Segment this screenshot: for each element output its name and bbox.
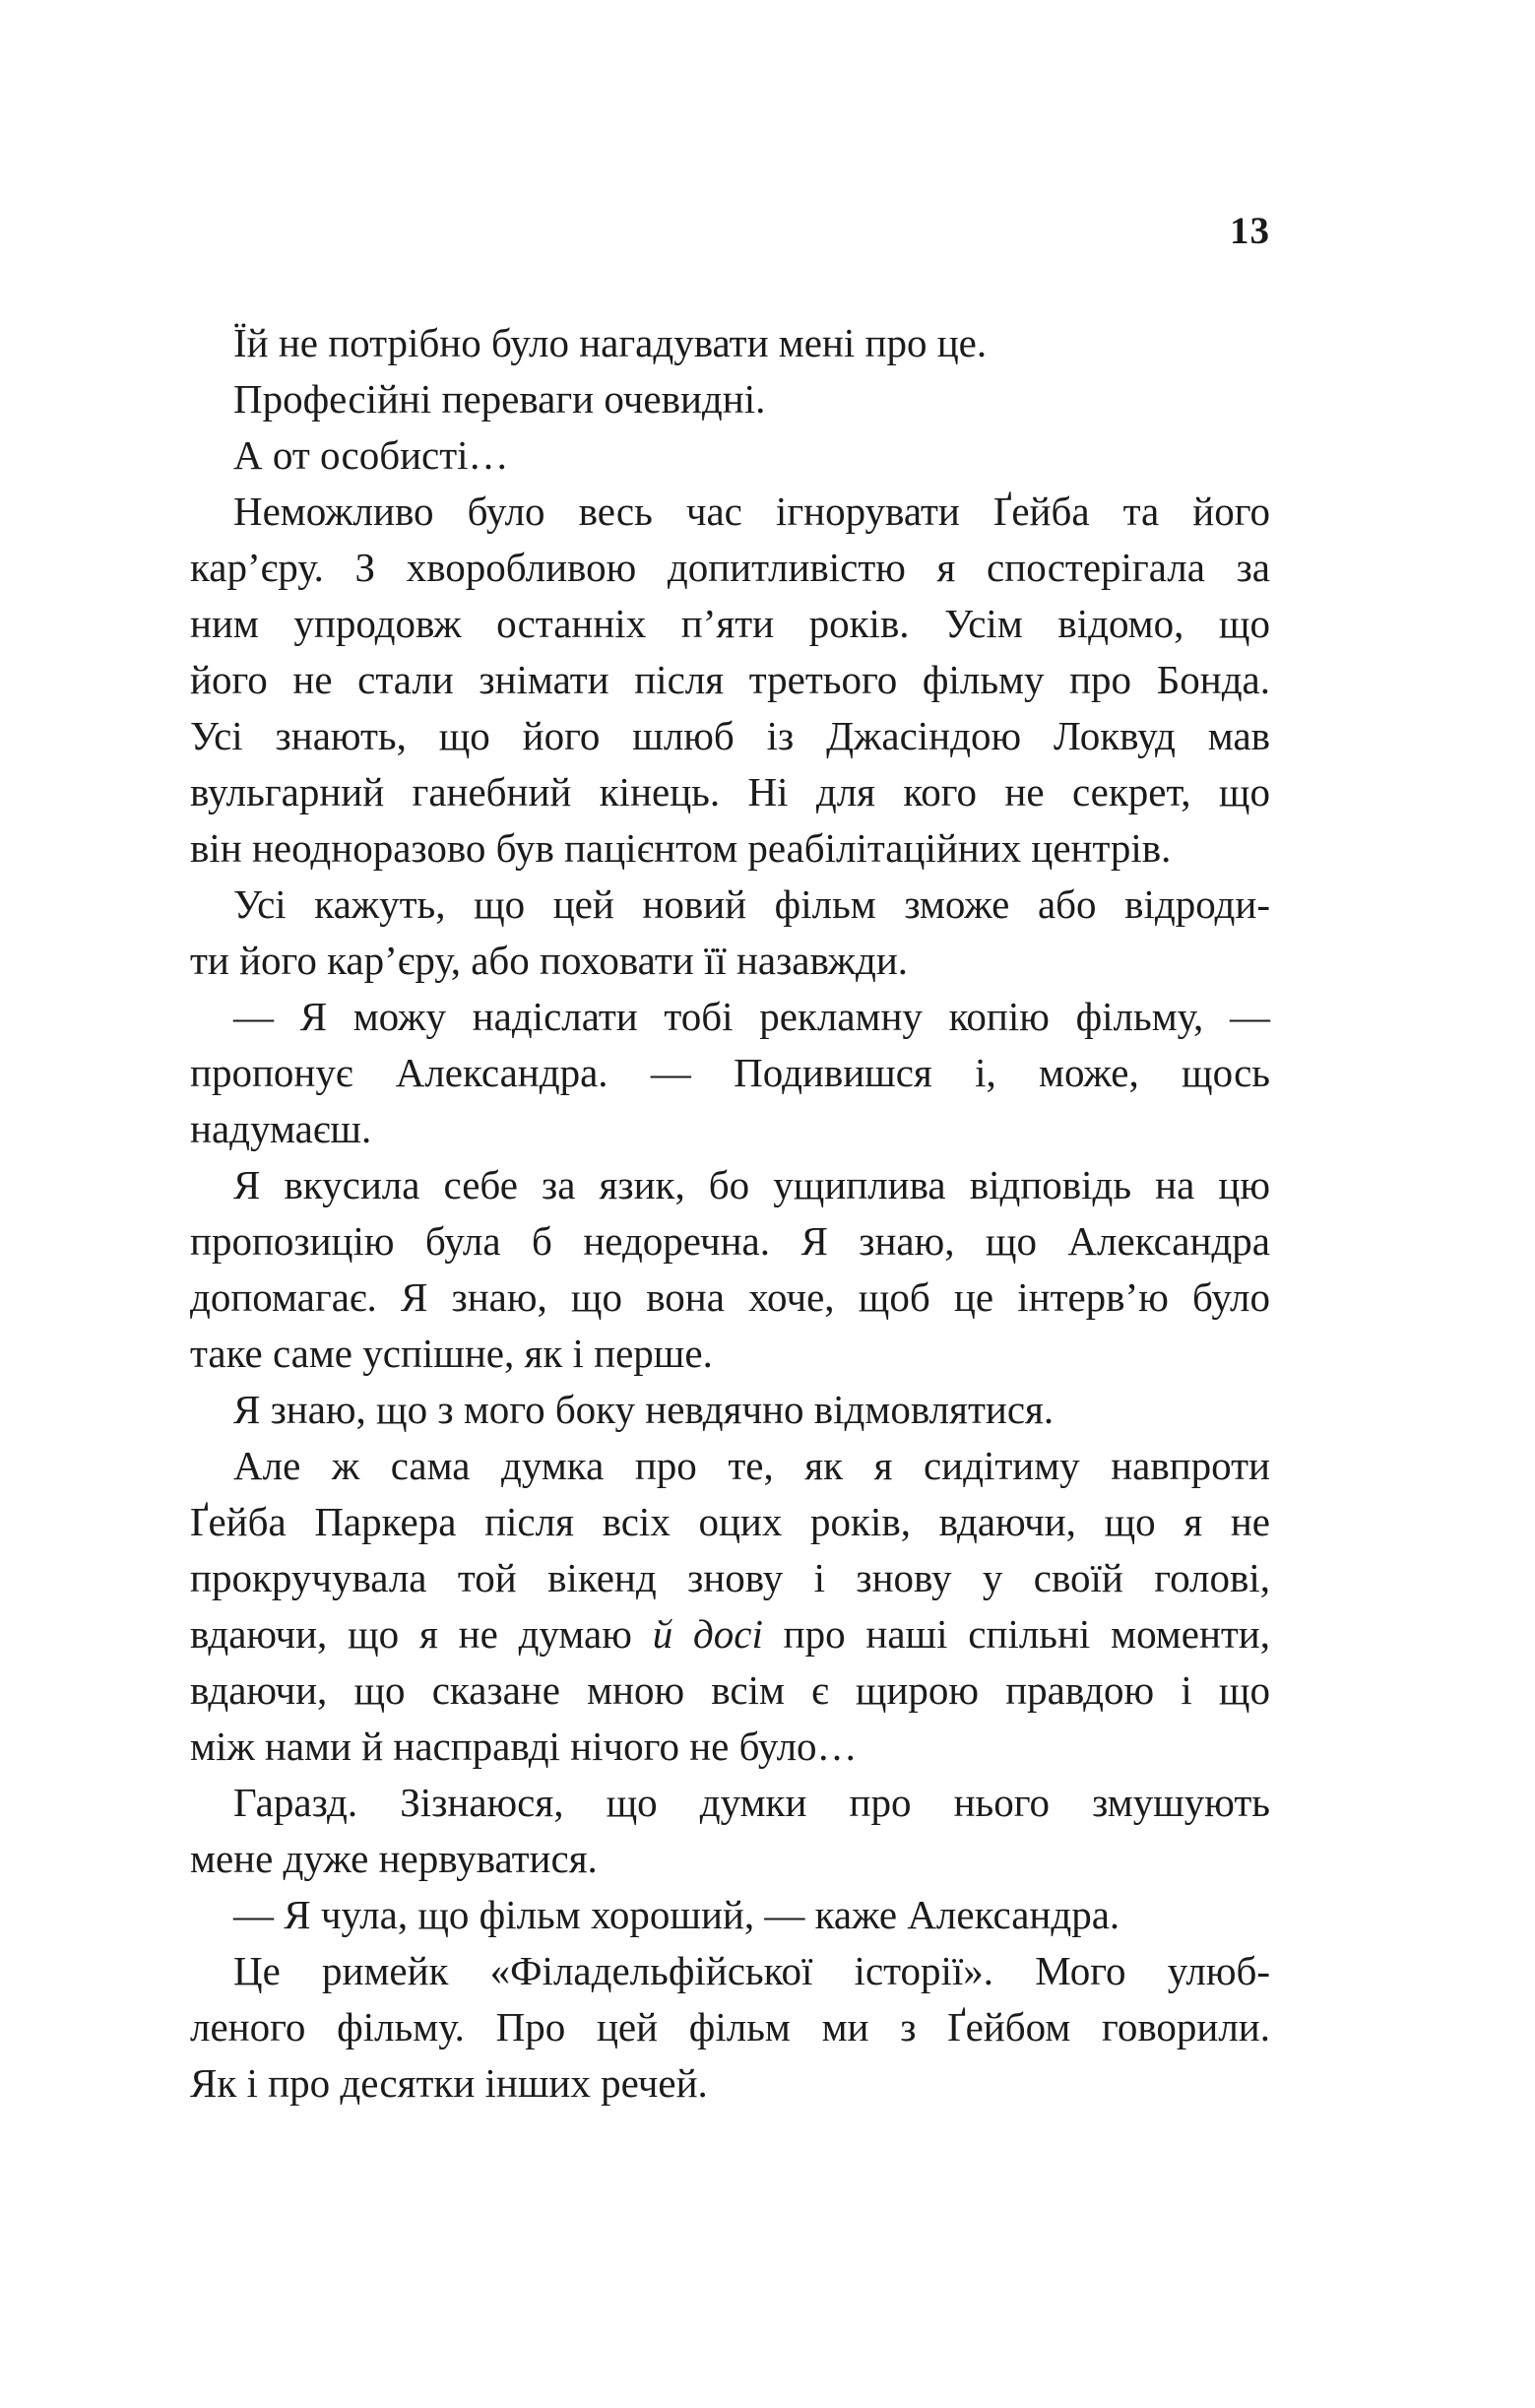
text-line: А от особисті… [233,432,509,478]
text-line: його не стали знімати після третього фільму про Бонда. [190,657,1270,702]
paragraph [190,315,1270,371]
text-line: надумаєш. [190,1106,372,1151]
text-line: Гаразд. Зізнаюся, що думки про нього змушують [233,1780,1270,1825]
paragraph [190,1887,1270,1943]
text-line: Я знаю, що з мого боку невдячно відмовлятися. [233,1387,1055,1432]
text-line: вдаючи, що сказане мною всім є щирою правдою і що [190,1667,1270,1713]
page-number: 13 [1230,210,1270,252]
paragraph [190,484,1270,877]
text-line: — Я чула, що фільм хороший, — каже Александра. [233,1892,1120,1937]
text-line [190,1606,1270,1662]
text-line: Це римейк «Філадельфійської історії». Мого улюб- [233,1948,1270,1993]
text-line: ти його кар’єру, або поховати її назавжди. [190,938,909,983]
text-line: він неодноразово був пацієнтом реабілітаційних центрів. [190,825,1172,871]
text-line: пропозицію була б недоречна. Я знаю, що Александра [190,1218,1270,1264]
text-line: Я вкусила себе за язик, бо ущиплива відповідь на цю [233,1162,1270,1207]
text-line: Усі кажуть, що цей новий фільм зможе або відроди- [233,881,1270,927]
text-line: прокручувала той вікенд знову і знову у своїй голові, [190,1555,1270,1600]
text-line: вульгарний ганебний кінець. Ні для кого не секрет, що [190,769,1270,814]
text-line: Ґейба Паркера після всіх оцих років, вдаючи, що я не [190,1499,1270,1544]
text-segment: про наші спільні моменти, [762,1611,1270,1657]
text-line: пропонує Александра. — Подивишся і, може, щось [190,1050,1270,1095]
text-line: допомагає. Я знаю, що вона хоче, щоб це інтерв’ю було [190,1274,1270,1320]
text-line: мене дуже нервуватися. [190,1836,598,1881]
paragraph [190,427,1270,484]
text-line: Професійні переваги очевидні. [233,376,766,422]
text-line: Їй не потрібно було нагадувати мені про це. [233,320,988,365]
paragraph [190,877,1270,989]
paragraph [190,1157,1270,1382]
text-line: Усі знають, що його шлюб із Джасіндою Локвуд мав [190,713,1270,758]
paragraph [190,1438,1270,1775]
text-line: таке саме успішне, як і перше. [190,1331,713,1376]
text-line: — Я можу надіслати тобі рекламну копію фільму, — [233,994,1270,1039]
text-block [190,315,1270,2112]
paragraph [190,989,1270,1157]
text-line: ним упродовж останніх п’яти років. Усім відомо, що [190,601,1270,646]
paragraph [190,1382,1270,1438]
text-line: Але ж сама думка про те, як я сидітиму навпроти [233,1443,1270,1488]
paragraph [190,371,1270,427]
text-line: кар’єру. З хворобливою допитливістю я спостерігала за [190,545,1270,590]
paragraph [190,1775,1270,1887]
paragraph [190,1943,1270,2112]
text-line: Неможливо було весь час ігнорувати Ґейба та його [233,488,1270,534]
text-line: Як і про десятки інших речей. [190,2060,708,2106]
text-line: між нами й насправді нічого не було… [190,1724,858,1769]
italic-text: й досі [652,1611,763,1657]
text-segment: вдаючи, що я не думаю [190,1611,653,1657]
text-line: леного фільму. Про цей фільм ми з Ґейбом говорили. [190,2004,1270,2050]
